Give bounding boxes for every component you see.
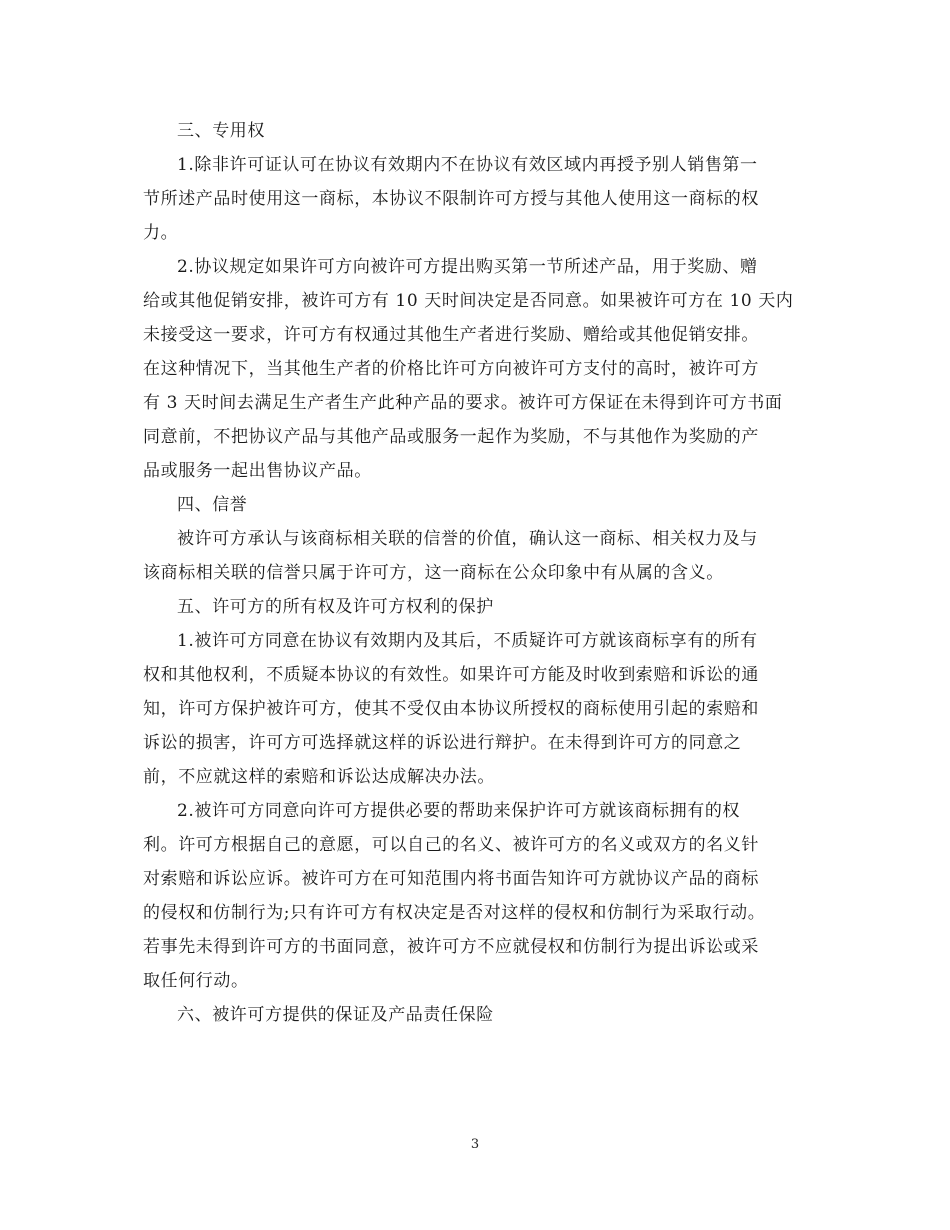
text-line: 1.被许可方同意在协议有效期内及其后，不质疑许可方就该商标享有的所有 bbox=[177, 631, 758, 651]
text-line: 取任何行动。 bbox=[143, 971, 249, 991]
text-line: 的侵权和仿制行为;只有许可方有权决定是否对这样的侵权和仿制行为采取行动。 bbox=[143, 903, 766, 923]
text-line: 1.除非许可证认可在协议有效期内不在协议有效区域内再授予别人销售第一 bbox=[177, 155, 758, 175]
text-line: 前，不应就这样的索赔和诉讼达成解决办法。 bbox=[143, 767, 495, 787]
text-line: 被许可方承认与该商标相关联的信誉的价值，确认这一商标、相关权力及与 bbox=[177, 529, 758, 549]
text-line: 诉讼的损害，许可方可选择就这样的诉讼进行辩护。在未得到许可方的同意之 bbox=[143, 733, 742, 753]
text-line: 2.协议规定如果许可方向被许可方提出购买第一节所述产品，用于奖励、赠 bbox=[177, 257, 758, 277]
text-line: 品或服务一起出售协议产品。 bbox=[143, 461, 372, 481]
text-line: 若事先未得到许可方的书面同意，被许可方不应就侵权和仿制行为提出诉讼或采 bbox=[143, 937, 759, 957]
text-line: 权和其他权利，不质疑本协议的有效性。如果许可方能及时收到索赔和诉讼的通 bbox=[143, 665, 759, 685]
text-line: 知，许可方保护被许可方，使其不受仅由本协议所授权的商标使用引起的索赔和 bbox=[143, 699, 759, 719]
text-line: 三、专用权 bbox=[177, 121, 265, 141]
text-line: 该商标相关联的信誉只属于许可方，这一商标在公众印象中有从属的含义。 bbox=[143, 563, 724, 583]
text-line: 对索赔和诉讼应诉。被许可方在可知范围内将书面告知许可方就协议产品的商标 bbox=[143, 869, 759, 889]
text-line: 五、许可方的所有权及许可方权利的保护 bbox=[177, 597, 494, 617]
text-line: 力。 bbox=[143, 223, 179, 243]
text-line: 2.被许可方同意向许可方提供必要的帮助来保护许可方就该商标拥有的权 bbox=[177, 801, 741, 821]
page-number: 3 bbox=[470, 1137, 480, 1152]
text-line: 给或其他促销安排，被许可方有 10 天时间决定是否同意。如果被许可方在 10 天内 bbox=[143, 291, 794, 311]
document-body bbox=[143, 114, 811, 1032]
text-line: 利。许可方根据自己的意愿，可以自己的名义、被许可方的名义或双方的名义针 bbox=[143, 835, 759, 855]
text-line: 六、被许可方提供的保证及产品责任保险 bbox=[177, 1005, 494, 1025]
text-line: 有 3 天时间去满足生产者生产此种产品的要求。被许可方保证在未得到许可方书面 bbox=[143, 393, 783, 413]
text-line: 在这种情况下，当其他生产者的价格比许可方向被许可方支付的高时，被许可方 bbox=[143, 359, 759, 379]
text-line: 同意前，不把协议产品与其他产品或服务一起作为奖励，不与其他作为奖励的产 bbox=[143, 427, 759, 447]
text-line: 未接受这一要求，许可方有权通过其他生产者进行奖励、赠给或其他促销安排。 bbox=[143, 325, 759, 345]
text-line: 节所述产品时使用这一商标，本协议不限制许可方授与其他人使用这一商标的权 bbox=[143, 189, 759, 209]
text-line: 四、信誉 bbox=[177, 495, 248, 515]
